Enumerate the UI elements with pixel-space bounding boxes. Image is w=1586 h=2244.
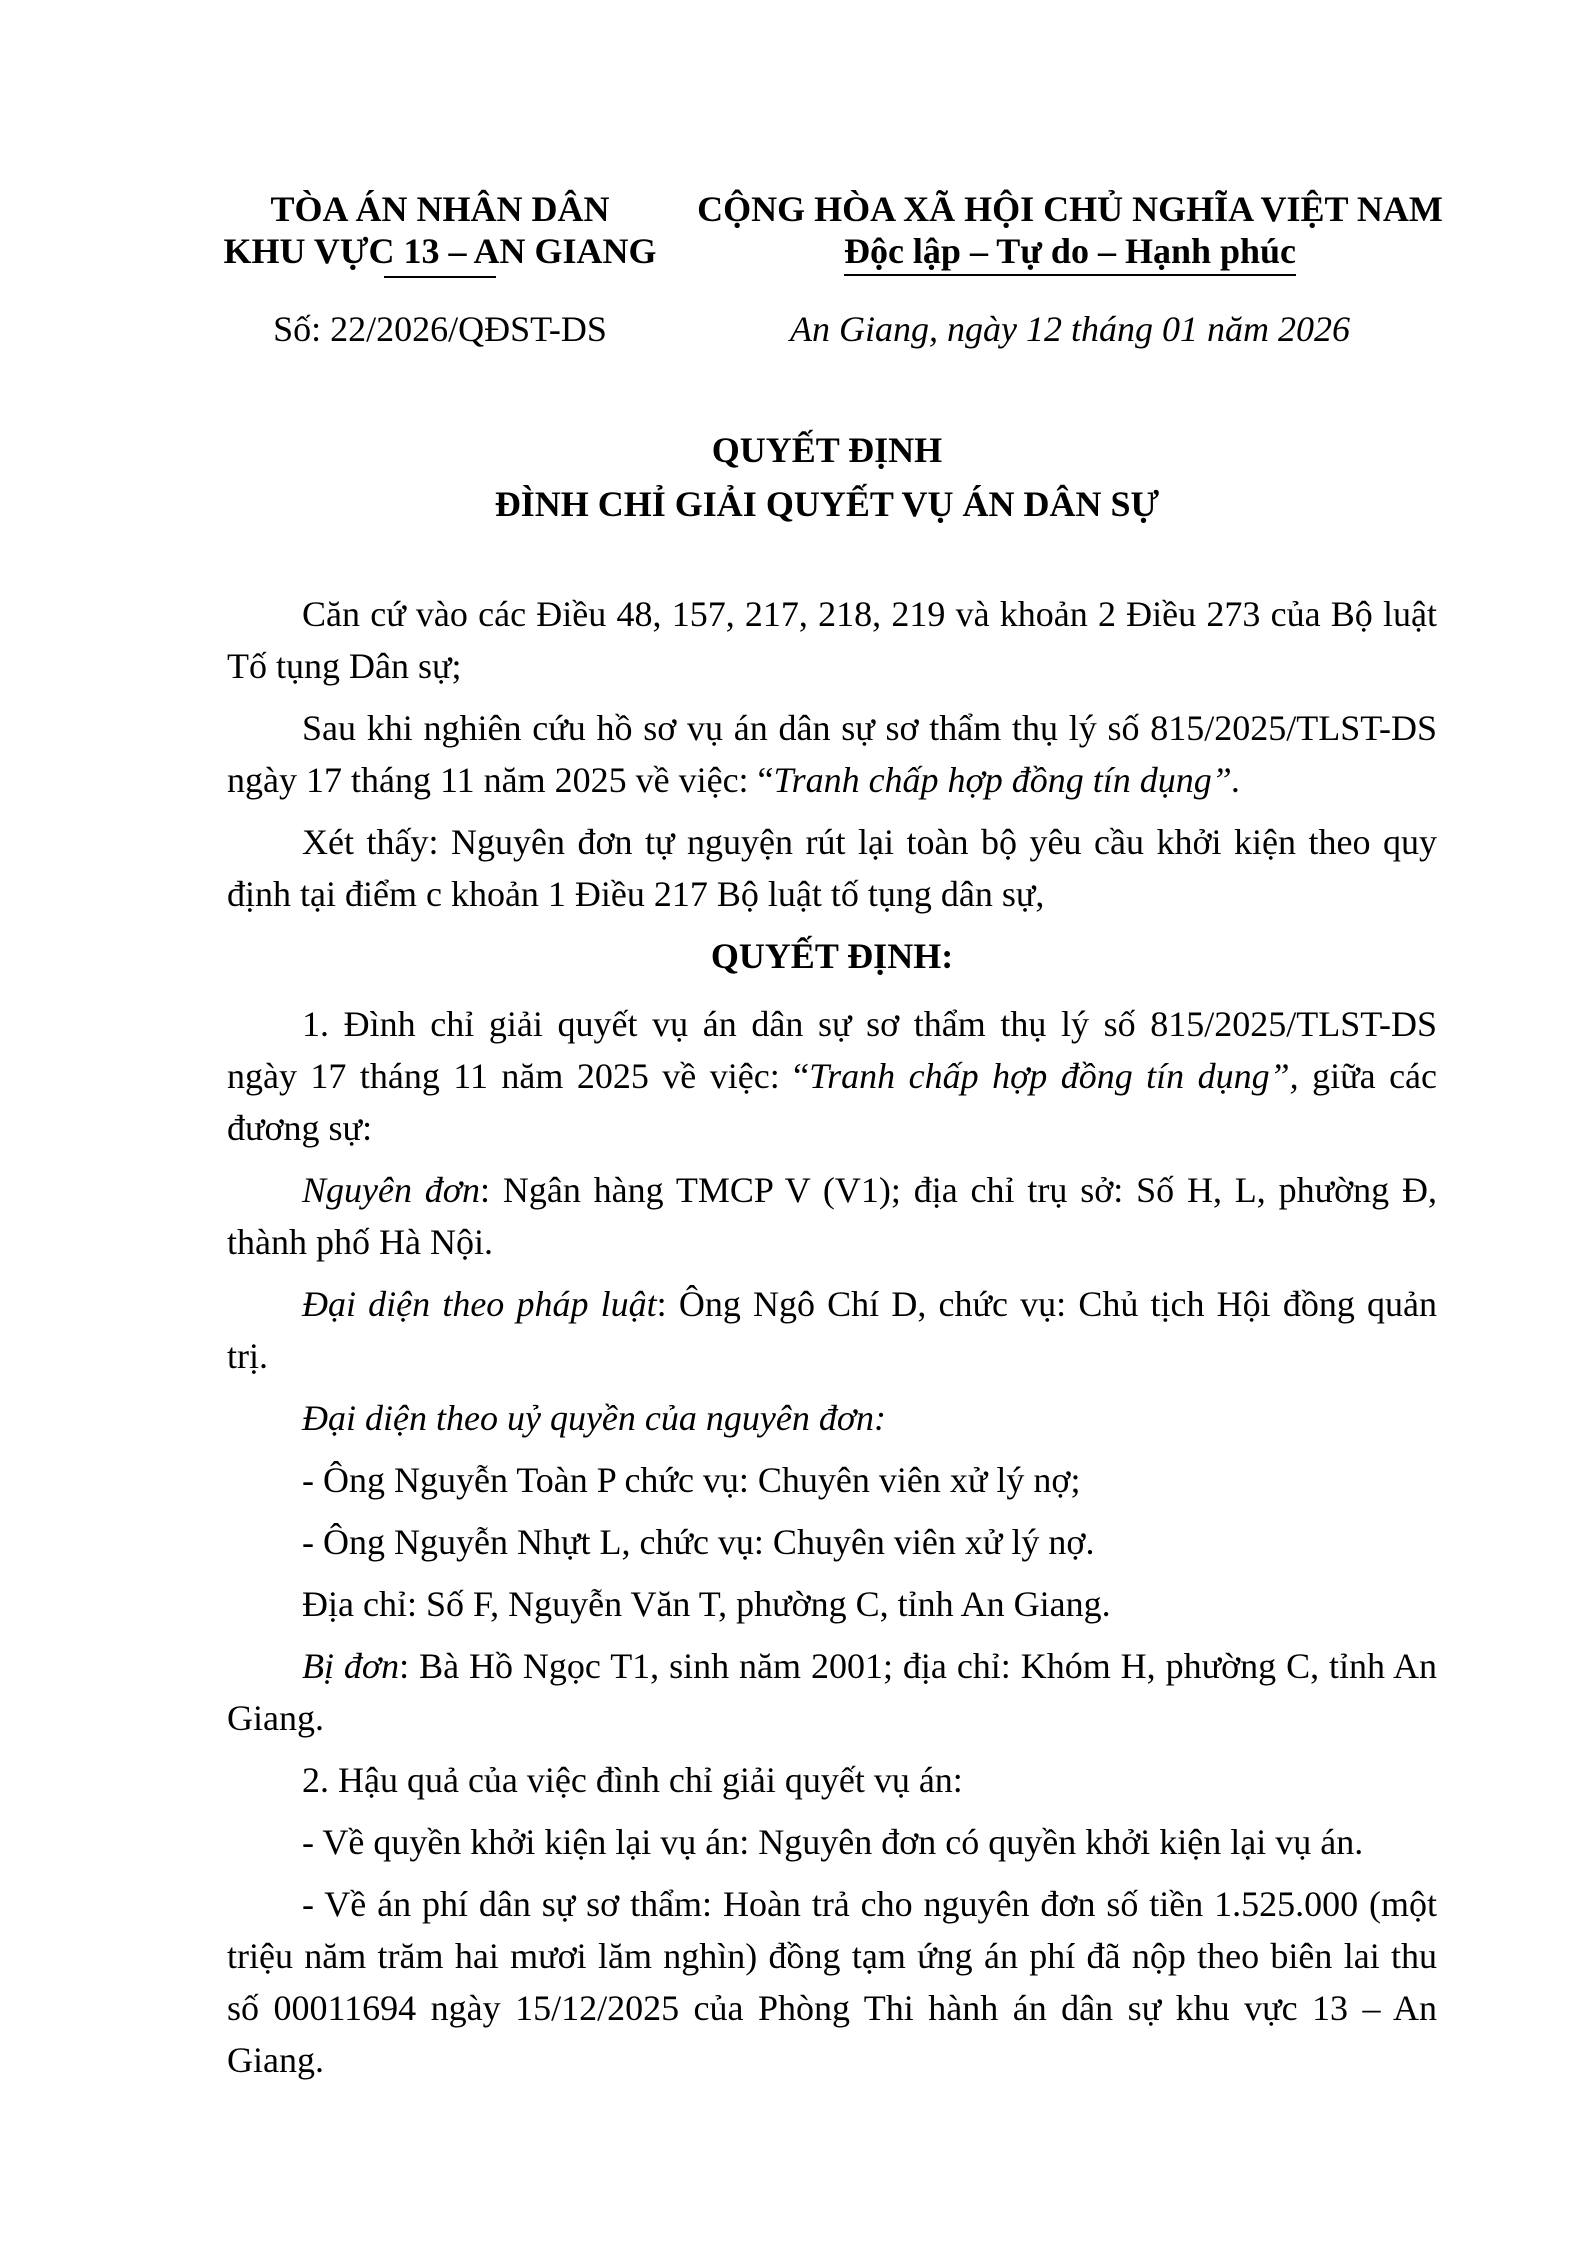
- paragraph-item1: [227, 998, 1437, 1154]
- national-title: CỘNG HÒA XÃ HỘI CHỦ NGHĨA VIỆT NAM: [697, 189, 1443, 229]
- defendant-text: : Bà Hồ Ngọc T1, sinh năm 2001; địa chỉ: Khóm H, phường C, tỉnh An Giang.: [227, 1646, 1437, 1738]
- document-title: [227, 423, 1427, 531]
- paragraph-defendant: [227, 1640, 1437, 1744]
- document-title-line2: ĐÌNH CHỈ GIẢI QUYẾT VỤ ÁN DÂN SỰ: [494, 484, 1160, 524]
- item1-case-name: Tranh chấp hợp đồng tín dụng”,: [809, 1056, 1299, 1096]
- legal-rep-text: : Ông Ngô Chí D, chức vụ: Chủ tịch Hội đồng quản trị.: [227, 1284, 1437, 1376]
- item1-suffix: giữa các đương sự:: [227, 1056, 1438, 1148]
- study-prefix: Sau khi nghiên cứu hồ sơ vụ án dân sự sơ thẩm thụ lý số 815/2025/TLST-DS ngày 17 tháng 11 năm 2025 về việc: “: [227, 708, 1437, 800]
- study-case-name: Tranh chấp hợp đồng tín dụng”.: [773, 760, 1241, 800]
- paragraph-study: [227, 702, 1437, 806]
- paragraph-item2-right: - Về quyền khởi kiện lại vụ án: Nguyên đơn có quyền khởi kiện lại vụ án.: [302, 1822, 1364, 1862]
- place-date: An Giang, ngày 12 tháng 01 năm 2026: [790, 309, 1350, 349]
- national-header: [680, 188, 1460, 276]
- paragraph-item2-fee: - Về án phí dân sự sơ thẩm: Hoàn trả cho nguyên đơn số tiền 1.525.000 (một triệu năm trăm hai mươi lăm nghìn) đồng tạm ứng án phí đã nộp theo biên lai thu số 00011694 ngày 15/12/2025 của Phòng Thi hành án dân sự khu vực 13 – An Giang.: [227, 1884, 1437, 2080]
- court-name-line1: TÒA ÁN NHÂN DÂN: [270, 189, 610, 229]
- auth-rep-heading: Đại diện theo uỷ quyền của nguyên đơn:: [302, 1398, 887, 1438]
- paragraph-plaintiff: [227, 1164, 1437, 1268]
- auth-rep-2: - Ông Nguyễn Nhựt L, chức vụ: Chuyên viên xử lý nợ.: [302, 1522, 1095, 1562]
- court-header-underline: [384, 276, 496, 278]
- paragraph-consider: Xét thấy: Nguyên đơn tự nguyện rút lại toàn bộ yêu cầu khởi kiện theo quy định tại điểm c khoản 1 Điều 217 Bộ luật tố tụng dân sự,: [227, 822, 1437, 914]
- court-name-line2: KHU VỰC 13 – AN GIANG: [223, 231, 657, 271]
- plaintiff-text: : Ngân hàng TMCP V (V1); địa chỉ trụ sở: Số H, L, phường Đ, thành phố Hà Nội.: [227, 1170, 1438, 1262]
- paragraph-address: Địa chỉ: Số F, Nguyễn Văn T, phường C, tỉnh An Giang.: [302, 1584, 1111, 1624]
- document-number: Số: 22/2026/QĐST-DS: [273, 309, 607, 349]
- paragraph-legal-rep: [227, 1278, 1437, 1382]
- court-header: [200, 188, 680, 278]
- item1-prefix: 1. Đình chỉ giải quyết vụ án dân sự sơ thẩm thụ lý số 815/2025/TLST-DS ngày 17 tháng 11 năm 2025 về việc: “: [227, 1004, 1437, 1096]
- paragraph-basis: Căn cứ vào các Điều 48, 157, 217, 218, 219 và khoản 2 Điều 273 của Bộ luật Tố tụng Dân sự;: [227, 594, 1437, 686]
- paragraph-item2: 2. Hậu quả của việc đình chỉ giải quyết vụ án:: [302, 1760, 963, 1800]
- legal-rep-label: Đại diện theo pháp luật: [302, 1284, 657, 1324]
- decision-heading: QUYẾT ĐỊNH:: [710, 936, 954, 976]
- plaintiff-label: Nguyên đơn: [302, 1170, 481, 1210]
- document-title-line1: QUYẾT ĐỊNH: [711, 430, 943, 470]
- document-body: [227, 588, 1437, 2096]
- defendant-label: Bị đơn: [302, 1646, 400, 1686]
- auth-rep-1: - Ông Nguyễn Toàn P chức vụ: Chuyên viên xử lý nợ;: [302, 1460, 1081, 1500]
- national-motto: Độc lập – Tự do – Hạnh phúc: [844, 230, 1296, 276]
